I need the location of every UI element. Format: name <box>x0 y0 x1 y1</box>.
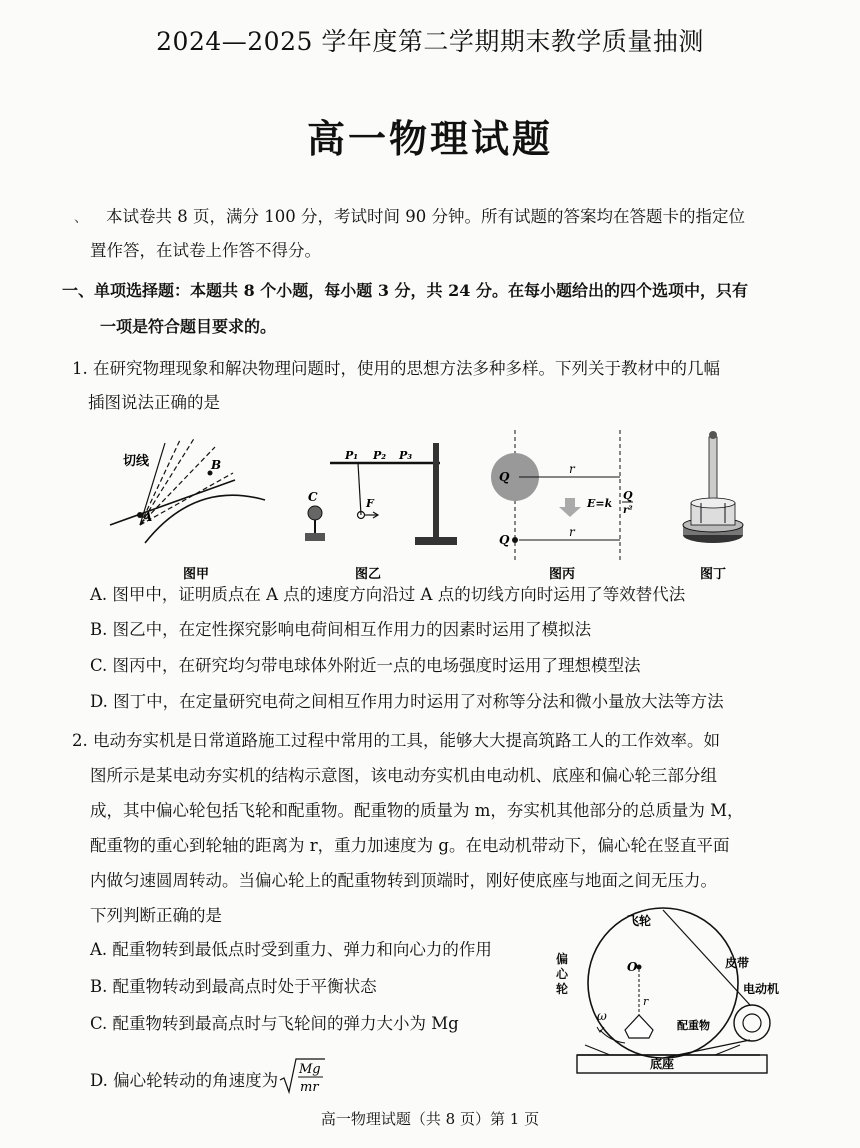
section-1-line-1: 一、单项选择题：本题共 8 个小题，每小题 3 分，共 24 分。在每小题给出的四个选项中，只有 <box>62 281 748 300</box>
label-E: E=k <box>587 497 613 510</box>
formula-denominator: mr <box>300 1080 319 1095</box>
label-O: O <box>627 960 638 974</box>
q2-option-d <box>90 1056 326 1106</box>
svg-text:Q: Q <box>623 489 633 502</box>
label-base: 底座 <box>650 1057 675 1071</box>
svg-text:r²: r² <box>623 505 633 516</box>
figure-bing <box>491 430 633 582</box>
label-r-top: r <box>569 462 575 476</box>
label-Q-top: Q <box>499 470 510 484</box>
q2-stem-line-6: 下列判断正确的是 <box>90 906 222 925</box>
caption-jia: 图甲 <box>183 567 210 582</box>
label-flywheel: 飞轮 <box>627 914 652 928</box>
q2-figure <box>555 905 795 1075</box>
q1-option-b: B. 图乙中，在定性探究影响电荷间相互作用力的因素时运用了模拟法 <box>90 620 592 639</box>
caption-ding: 图丁 <box>700 567 727 582</box>
q2-option-a: A. 配重物转到最低点时受到重力、弹力和向心力的作用 <box>90 940 492 959</box>
label-eccentric: 偏心轮 <box>556 952 569 996</box>
label-Q-bottom: Q <box>499 533 510 547</box>
curve-path <box>145 495 265 543</box>
label-omega: ω <box>597 1009 607 1023</box>
exam-title: 高一物理试题 <box>306 116 553 161</box>
label-P3: P₃ <box>399 449 413 462</box>
formula-numerator: Mg <box>299 1062 321 1077</box>
sqrt-sign-icon <box>278 1056 326 1096</box>
label-weight: 配重物 <box>677 1019 710 1032</box>
q1-option-d: D. 图丁中，在定量研究电荷之间相互作用力时运用了对称等分法和微小量放大法等方法 <box>90 692 724 711</box>
intro-line-2: 置作答，在试卷上作答不得分。 <box>90 241 321 260</box>
q2-stem-line-3: 成，其中偏心轮包括飞轮和配重物。配重物的质量为 m，夯实机其他部分的总质量为 M， <box>90 801 744 820</box>
label-motor: 电动机 <box>743 982 780 996</box>
q1-figures <box>105 425 805 585</box>
exam-header: 2024—2025 学年度第二学期期末教学质量抽测 <box>156 27 704 56</box>
label-A: A <box>143 510 153 524</box>
tick-mark: 、 <box>74 210 88 226</box>
q2-stem-line-5: 内做匀速圆周转动。当偏心轮上的配重物转到顶端时，刚好使底座与地面之间无压力。 <box>90 871 717 890</box>
tangent-line <box>110 480 235 525</box>
figure-ding <box>683 431 743 582</box>
q2-option-d-text: D. 偏心轮转动的角速度为 <box>90 1071 279 1090</box>
figure-jia <box>110 437 270 582</box>
label-P1: P₁ <box>345 449 359 462</box>
label-r: r <box>643 995 649 1008</box>
figure-yi <box>305 443 457 582</box>
q1-option-a: A. 图甲中，证明质点在 A 点的速度方向沿过 A 点的切线方向时运用了等效替代法 <box>90 585 686 604</box>
intro-line-1: 本试卷共 8 页，满分 100 分，考试时间 90 分钟。所有试题的答案均在答题卡的指定位 <box>106 207 745 226</box>
sqrt-formula <box>278 1056 326 1106</box>
label-belt: 皮带 <box>725 956 750 970</box>
label-F: F <box>366 497 374 510</box>
q2-option-c: C. 配重物转到最高点时与飞轮间的弹力大小为 Mg <box>90 1014 459 1033</box>
q1-stem-line-1: 1. 在研究物理现象和解决物理问题时，使用的思想方法多种多样。下列关于教材中的几幅 <box>72 359 720 378</box>
label-C: C <box>308 490 318 504</box>
q1-option-c: C. 图丙中，在研究均匀带电球体外附近一点的电场强度时运用了理想模型法 <box>90 656 641 675</box>
q2-option-b: B. 配重物转动到最高点时处于平衡状态 <box>90 977 377 996</box>
label-r-bottom: r <box>569 525 575 539</box>
caption-bing: 图丙 <box>549 567 576 582</box>
q1-stem-line-2: 插图说法正确的是 <box>88 393 220 412</box>
section-1-line-2: 一项是符合题目要求的。 <box>100 317 277 336</box>
label-tangent: 切线 <box>123 454 150 469</box>
label-P2: P₂ <box>373 449 387 462</box>
label-B: B <box>211 458 222 472</box>
caption-yi: 图乙 <box>355 567 382 582</box>
q2-stem-line-4: 配重物的重心到轮轴的距离为 r，重力加速度为 g。在电动机带动下，偏心轮在竖直平面 <box>90 836 730 855</box>
q2-stem-line-1: 2. 电动夯实机是日常道路施工过程中常用的工具，能够大大提高筑路工人的工作效率。如 <box>72 731 720 750</box>
q2-stem-line-2: 图所示是某电动夯实机的结构示意图，该电动夯实机由电动机、底座和偏心轮三部分组 <box>90 766 717 785</box>
page-footer: 高一物理试题（共 8 页）第 1 页 <box>320 1110 540 1128</box>
